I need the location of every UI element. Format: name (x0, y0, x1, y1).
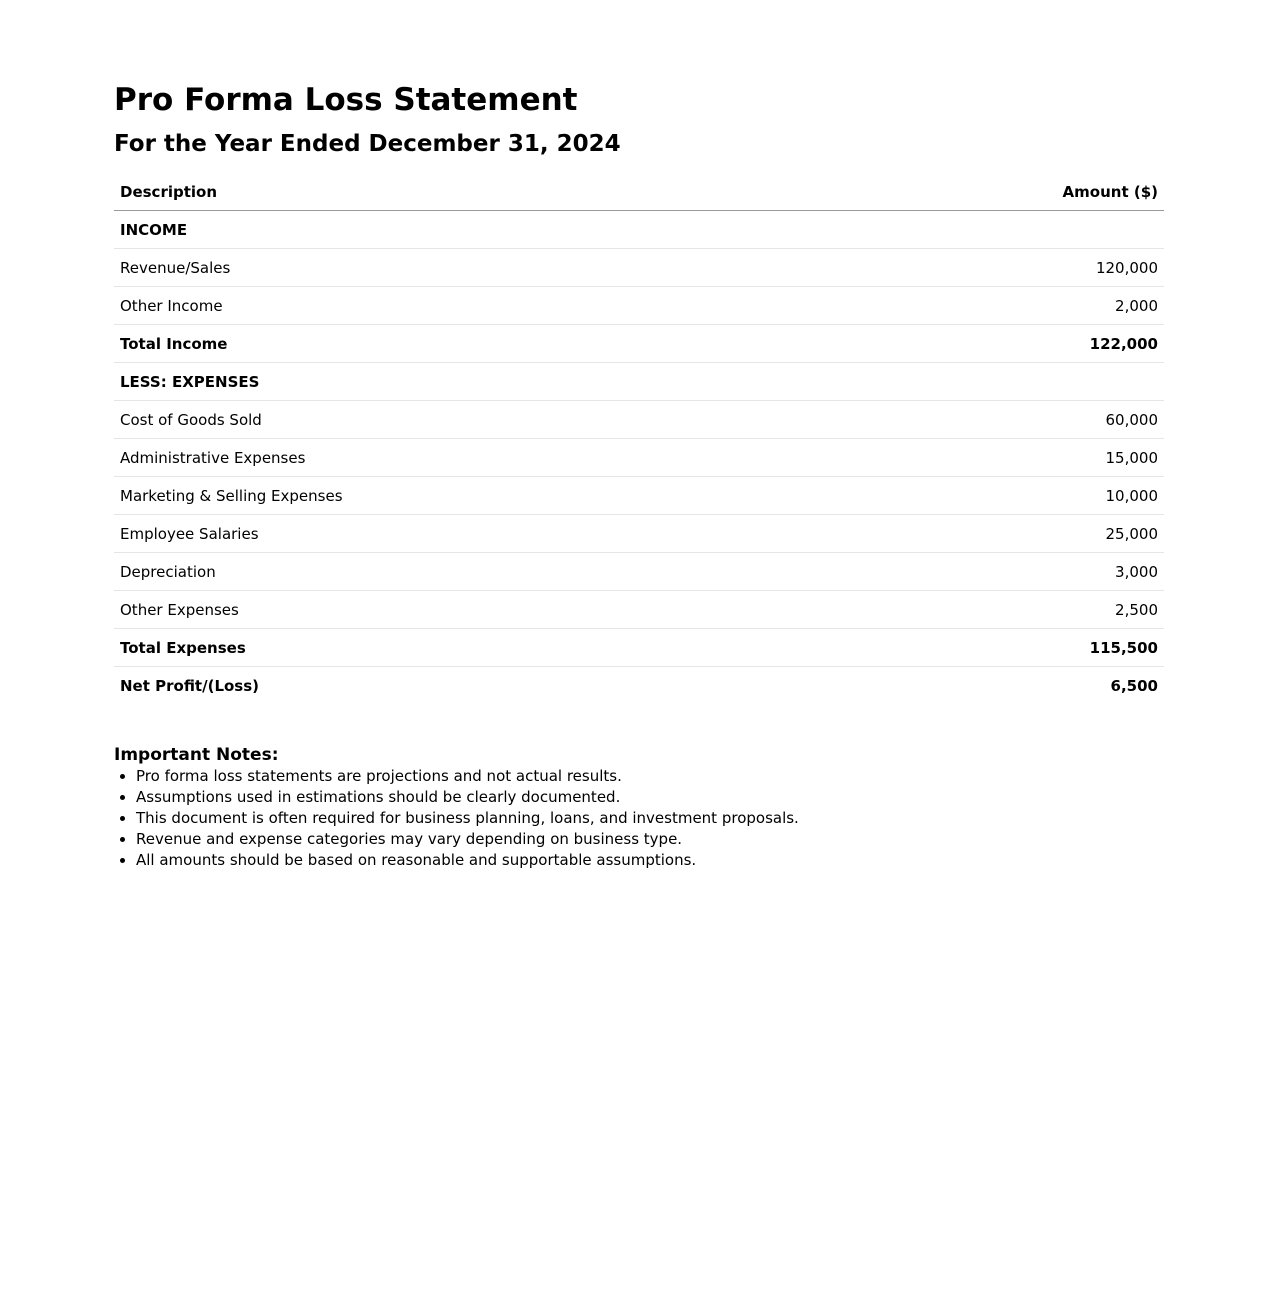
row-description: Depreciation (114, 553, 834, 591)
row-amount: 15,000 (834, 439, 1164, 477)
table-row-income-heading (114, 211, 1164, 249)
row-amount (834, 211, 1164, 249)
row-description: Administrative Expenses (114, 439, 834, 477)
table-row (114, 477, 1164, 515)
row-description: Employee Salaries (114, 515, 834, 553)
row-description: Net Profit/(Loss) (120, 676, 260, 695)
row-description: Other Expenses (114, 591, 834, 629)
row-description: Marketing & Selling Expenses (114, 477, 834, 515)
row-description: LESS: EXPENSES (114, 363, 834, 401)
table-row (114, 287, 1164, 325)
note-item: • All amounts should be based on reasonable and supportable assumptions. (136, 850, 1164, 871)
page-title: Pro Forma Loss Statement (114, 82, 578, 118)
table-header-row (114, 174, 1164, 211)
amount-column-header: Amount ($) (834, 174, 1164, 211)
row-amount (834, 363, 1164, 401)
row-amount: 120,000 (834, 249, 1164, 287)
note-item: • Revenue and expense categories may vary depending on business type. (136, 829, 1164, 850)
row-amount: 122,000 (834, 325, 1164, 363)
row-amount: 2,500 (834, 591, 1164, 629)
row-amount: 6,500 (1110, 676, 1158, 695)
page-subtitle: For the Year Ended December 31, 2024 (114, 131, 621, 157)
notes-title: Important Notes: (114, 745, 279, 765)
table-row (114, 439, 1164, 477)
note-item: • This document is often required for business planning, loans, and investment proposals. (136, 808, 1164, 829)
description-column-header: Description (114, 174, 834, 211)
loss-statement-table (114, 174, 1164, 704)
table-row (114, 553, 1164, 591)
table-row-total-expenses (114, 629, 1164, 667)
table-row (114, 249, 1164, 287)
row-amount: 10,000 (834, 477, 1164, 515)
row-description: Cost of Goods Sold (114, 401, 834, 439)
note-item: • Assumptions used in estimations should be clearly documented. (136, 787, 1164, 808)
notes-list (114, 766, 1164, 871)
row-amount: 25,000 (834, 515, 1164, 553)
table-row-net-profit (114, 667, 1164, 705)
important-notes-section (114, 744, 1164, 871)
table-row (114, 591, 1164, 629)
row-amount: 3,000 (834, 553, 1164, 591)
row-amount: 60,000 (834, 401, 1164, 439)
row-amount: 115,500 (834, 629, 1164, 667)
table-row-total-income (114, 325, 1164, 363)
row-description: Total Expenses (114, 629, 834, 667)
row-amount: 2,000 (834, 287, 1164, 325)
row-description: INCOME (114, 211, 834, 249)
row-description: Total Income (114, 325, 834, 363)
row-description: Revenue/Sales (114, 249, 834, 287)
table-row-expenses-heading (114, 363, 1164, 401)
table-row (114, 401, 1164, 439)
note-item: • Pro forma loss statements are projections and not actual results. (136, 766, 1164, 787)
table-row (114, 515, 1164, 553)
row-description: Other Income (114, 287, 834, 325)
